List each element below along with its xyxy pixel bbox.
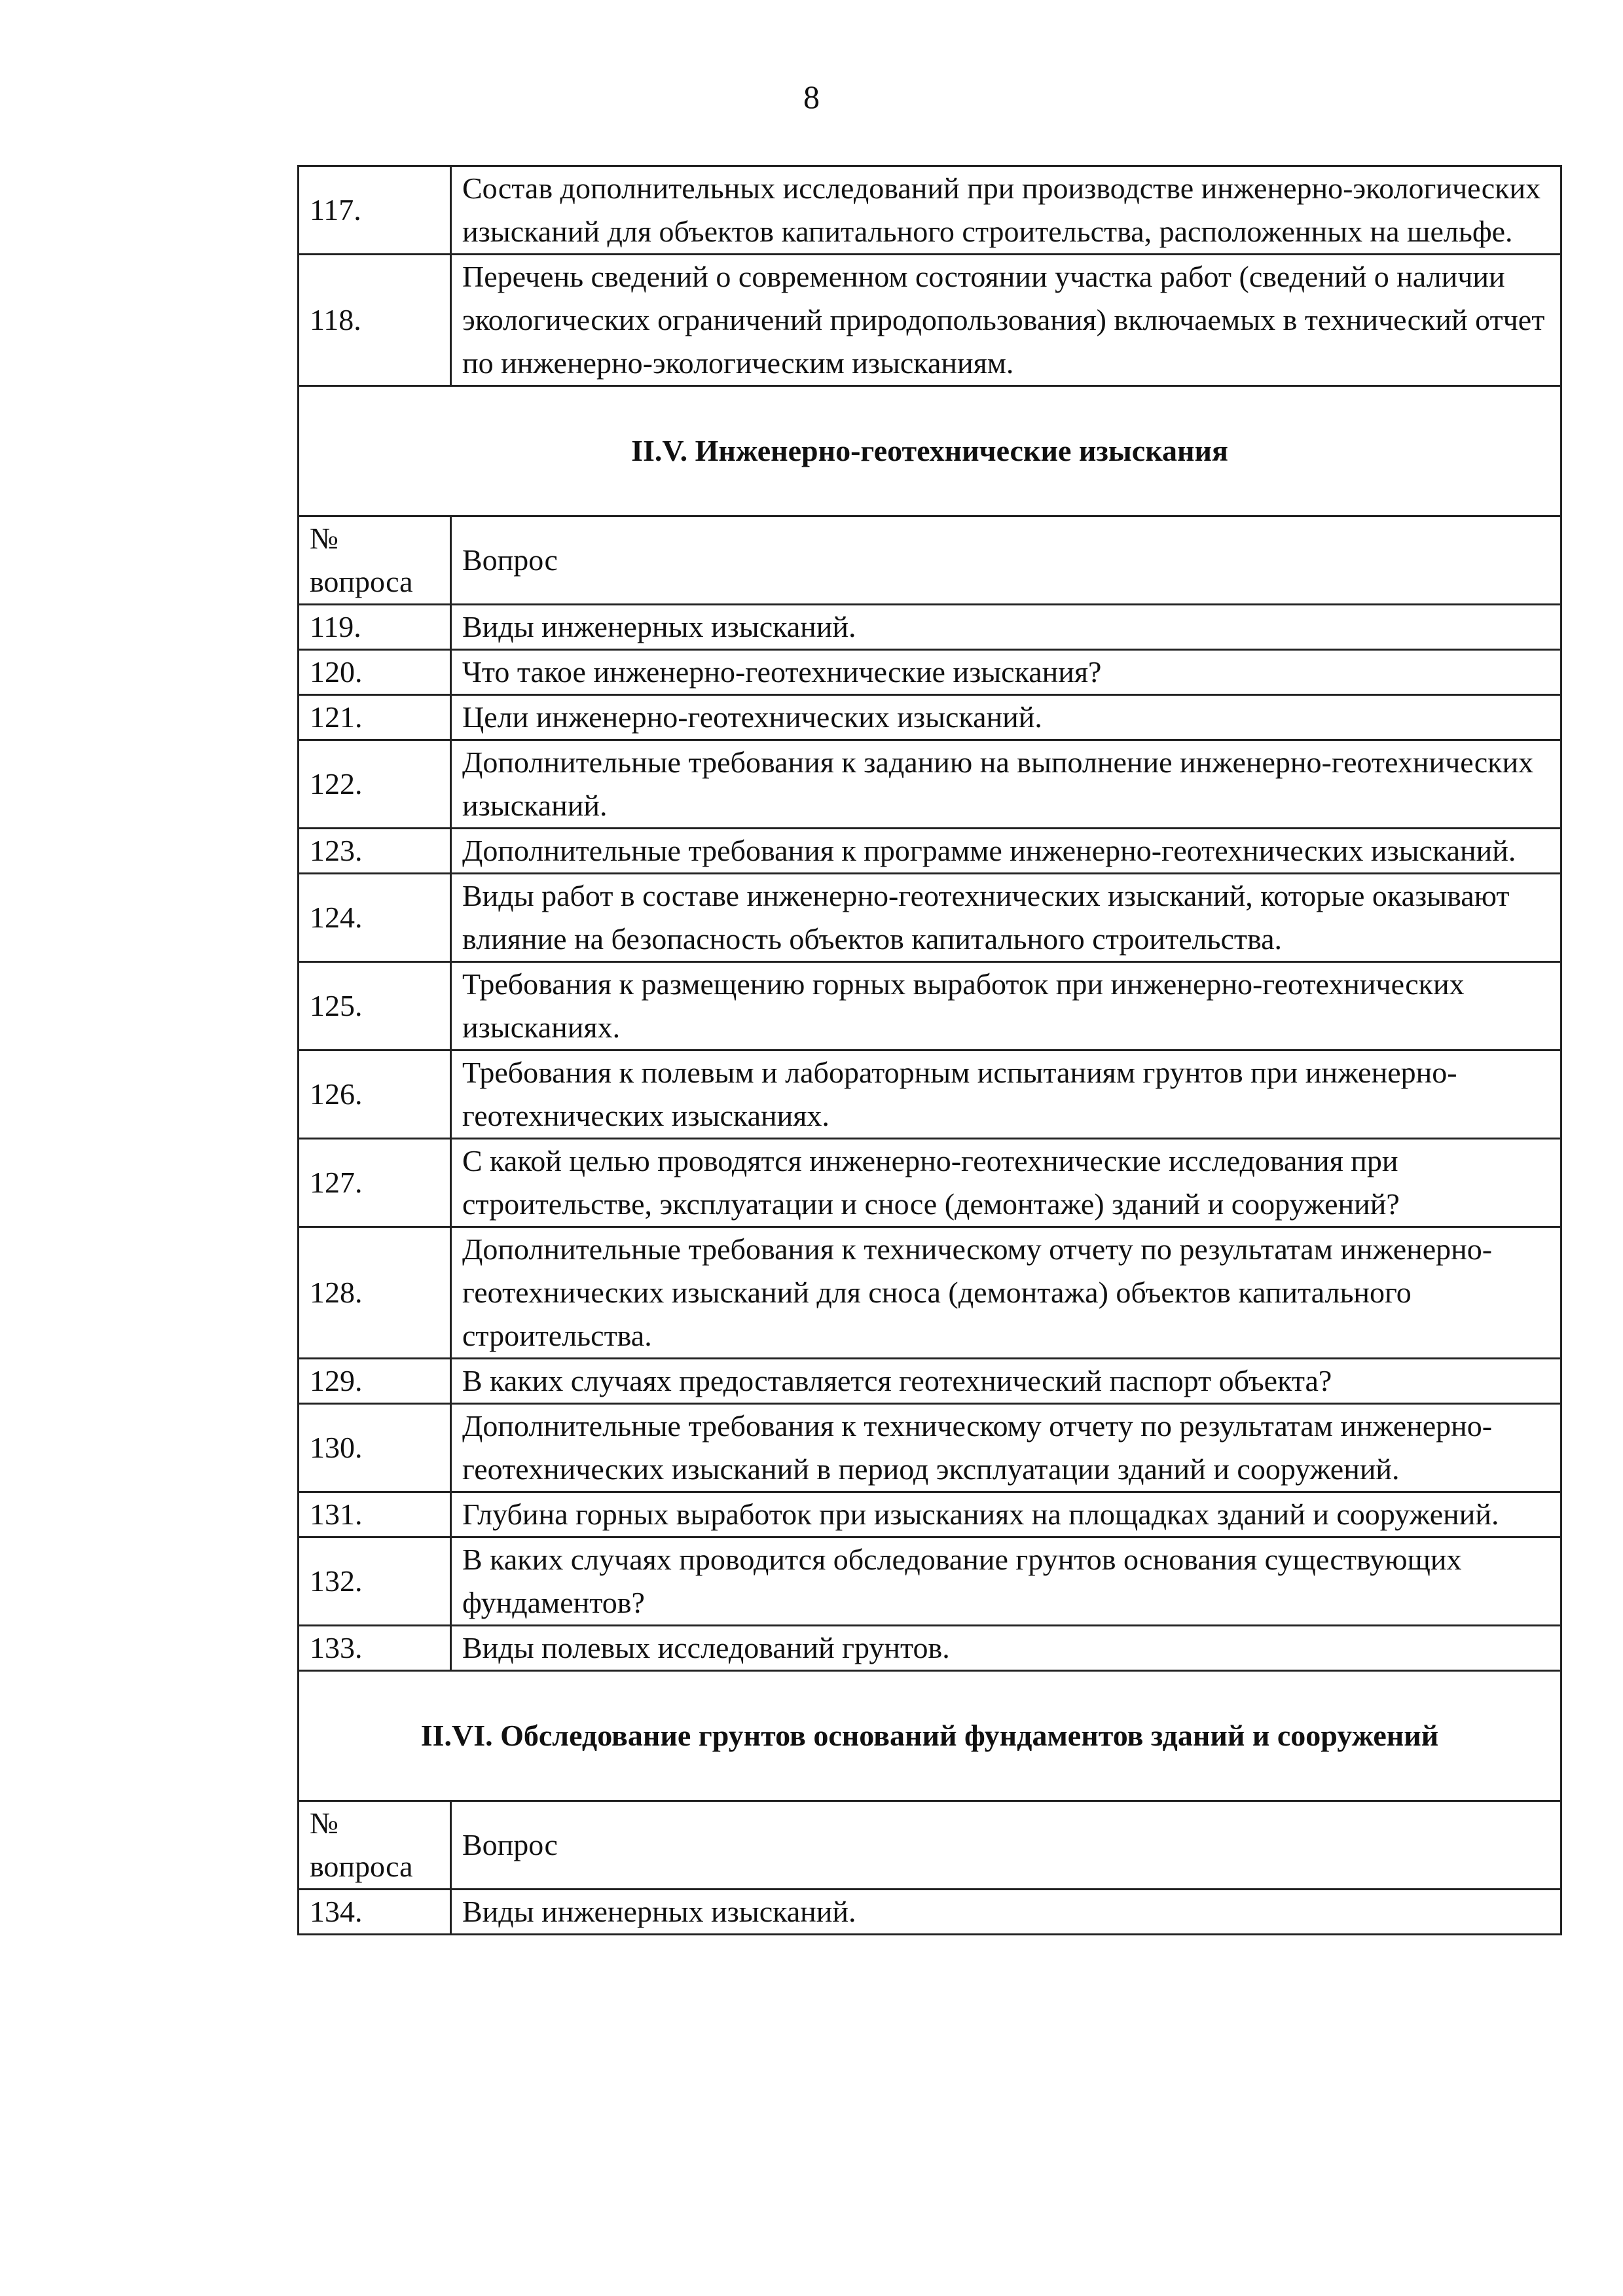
table-row <box>299 874 1561 962</box>
table-row <box>299 605 1561 650</box>
question-number: 131. <box>299 1492 451 1537</box>
question-text: Дополнительные требования к программе инженерно-геотехнических изысканий. <box>451 829 1561 874</box>
question-text: С какой целью проводятся инженерно-геотехнические исследования при строительстве, эксплуатации и сносе (демонтаже) зданий и сооружений? <box>451 1139 1561 1227</box>
table-row <box>299 1050 1561 1139</box>
table-header-row <box>299 1801 1561 1890</box>
question-number: 134. <box>299 1890 451 1935</box>
table-row <box>299 1890 1561 1935</box>
table-row <box>299 962 1561 1050</box>
question-text: Глубина горных выработок при изысканиях на площадках зданий и сооружений. <box>451 1492 1561 1537</box>
question-number: 130. <box>299 1404 451 1492</box>
question-number: 123. <box>299 829 451 874</box>
column-header-question: Вопрос <box>451 516 1561 605</box>
question-text: Требования к размещению горных выработок при инженерно-геотехнических изысканиях. <box>451 962 1561 1050</box>
question-text: Перечень сведений о современном состоянии участка работ (сведений о наличии экологических ограничений природопользования) включаемых в технический отчет по инженерно-экологическим изысканиям. <box>451 255 1561 386</box>
question-text: Требования к полевым и лабораторным испытаниям грунтов при инженерно-геотехнических изысканиях. <box>451 1050 1561 1139</box>
question-number: 121. <box>299 695 451 740</box>
question-text: Дополнительные требования к техническому отчету по результатам инженерно-геотехнических изысканий для сноса (демонтажа) объектов капитального строительства. <box>451 1227 1561 1359</box>
table-row <box>299 740 1561 829</box>
table-row <box>299 1139 1561 1227</box>
question-number: 133. <box>299 1626 451 1671</box>
question-number: 120. <box>299 650 451 695</box>
question-number: 117. <box>299 166 451 255</box>
table-row <box>299 166 1561 255</box>
table-row <box>299 1492 1561 1537</box>
table-row <box>299 1626 1561 1671</box>
question-text: В каких случаях предоставляется геотехнический паспорт объекта? <box>451 1359 1561 1404</box>
table-row <box>299 255 1561 386</box>
question-number: 124. <box>299 874 451 962</box>
question-number: 122. <box>299 740 451 829</box>
question-text: Виды инженерных изысканий. <box>451 1890 1561 1935</box>
table-row <box>299 695 1561 740</box>
question-text: Виды полевых исследований грунтов. <box>451 1626 1561 1671</box>
question-text: Дополнительные требования к заданию на выполнение инженерно-геотехнических изысканий. <box>451 740 1561 829</box>
question-text: Цели инженерно-геотехнических изысканий. <box>451 695 1561 740</box>
column-header-number: № вопроса <box>299 1801 451 1890</box>
section-row <box>299 1671 1561 1801</box>
section-row <box>299 386 1561 516</box>
question-text: Виды инженерных изысканий. <box>451 605 1561 650</box>
question-number: 119. <box>299 605 451 650</box>
question-text: Дополнительные требования к техническому отчету по результатам инженерно-геотехнических изысканий в период эксплуатации зданий и сооружений. <box>451 1404 1561 1492</box>
question-number: 132. <box>299 1537 451 1626</box>
table-row <box>299 829 1561 874</box>
question-number: 118. <box>299 255 451 386</box>
question-text: Виды работ в составе инженерно-геотехнических изысканий, которые оказывают влияние на безопасность объектов капитального строительства. <box>451 874 1561 962</box>
table-row <box>299 650 1561 695</box>
section-title: II.V. Инженерно-геотехнические изыскания <box>299 386 1561 516</box>
question-text: Состав дополнительных исследований при производстве инженерно-экологических изысканий для объектов капитального строительства, расположенных на шельфе. <box>451 166 1561 255</box>
question-number: 127. <box>299 1139 451 1227</box>
table-header-row <box>299 516 1561 605</box>
section-title: II.VI. Обследование грунтов оснований фундаментов зданий и сооружений <box>299 1671 1561 1801</box>
question-number: 129. <box>299 1359 451 1404</box>
question-number: 125. <box>299 962 451 1050</box>
page-number: 8 <box>803 79 820 115</box>
question-text: В каких случаях проводится обследование грунтов основания существующих фундаментов? <box>451 1537 1561 1626</box>
questions-table <box>297 165 1562 1935</box>
table-row <box>299 1227 1561 1359</box>
table-row <box>299 1537 1561 1626</box>
question-number: 126. <box>299 1050 451 1139</box>
table-row <box>299 1404 1561 1492</box>
question-number: 128. <box>299 1227 451 1359</box>
column-header-question: Вопрос <box>451 1801 1561 1890</box>
table-row <box>299 1359 1561 1404</box>
column-header-number: № вопроса <box>299 516 451 605</box>
question-text: Что такое инженерно-геотехнические изыскания? <box>451 650 1561 695</box>
